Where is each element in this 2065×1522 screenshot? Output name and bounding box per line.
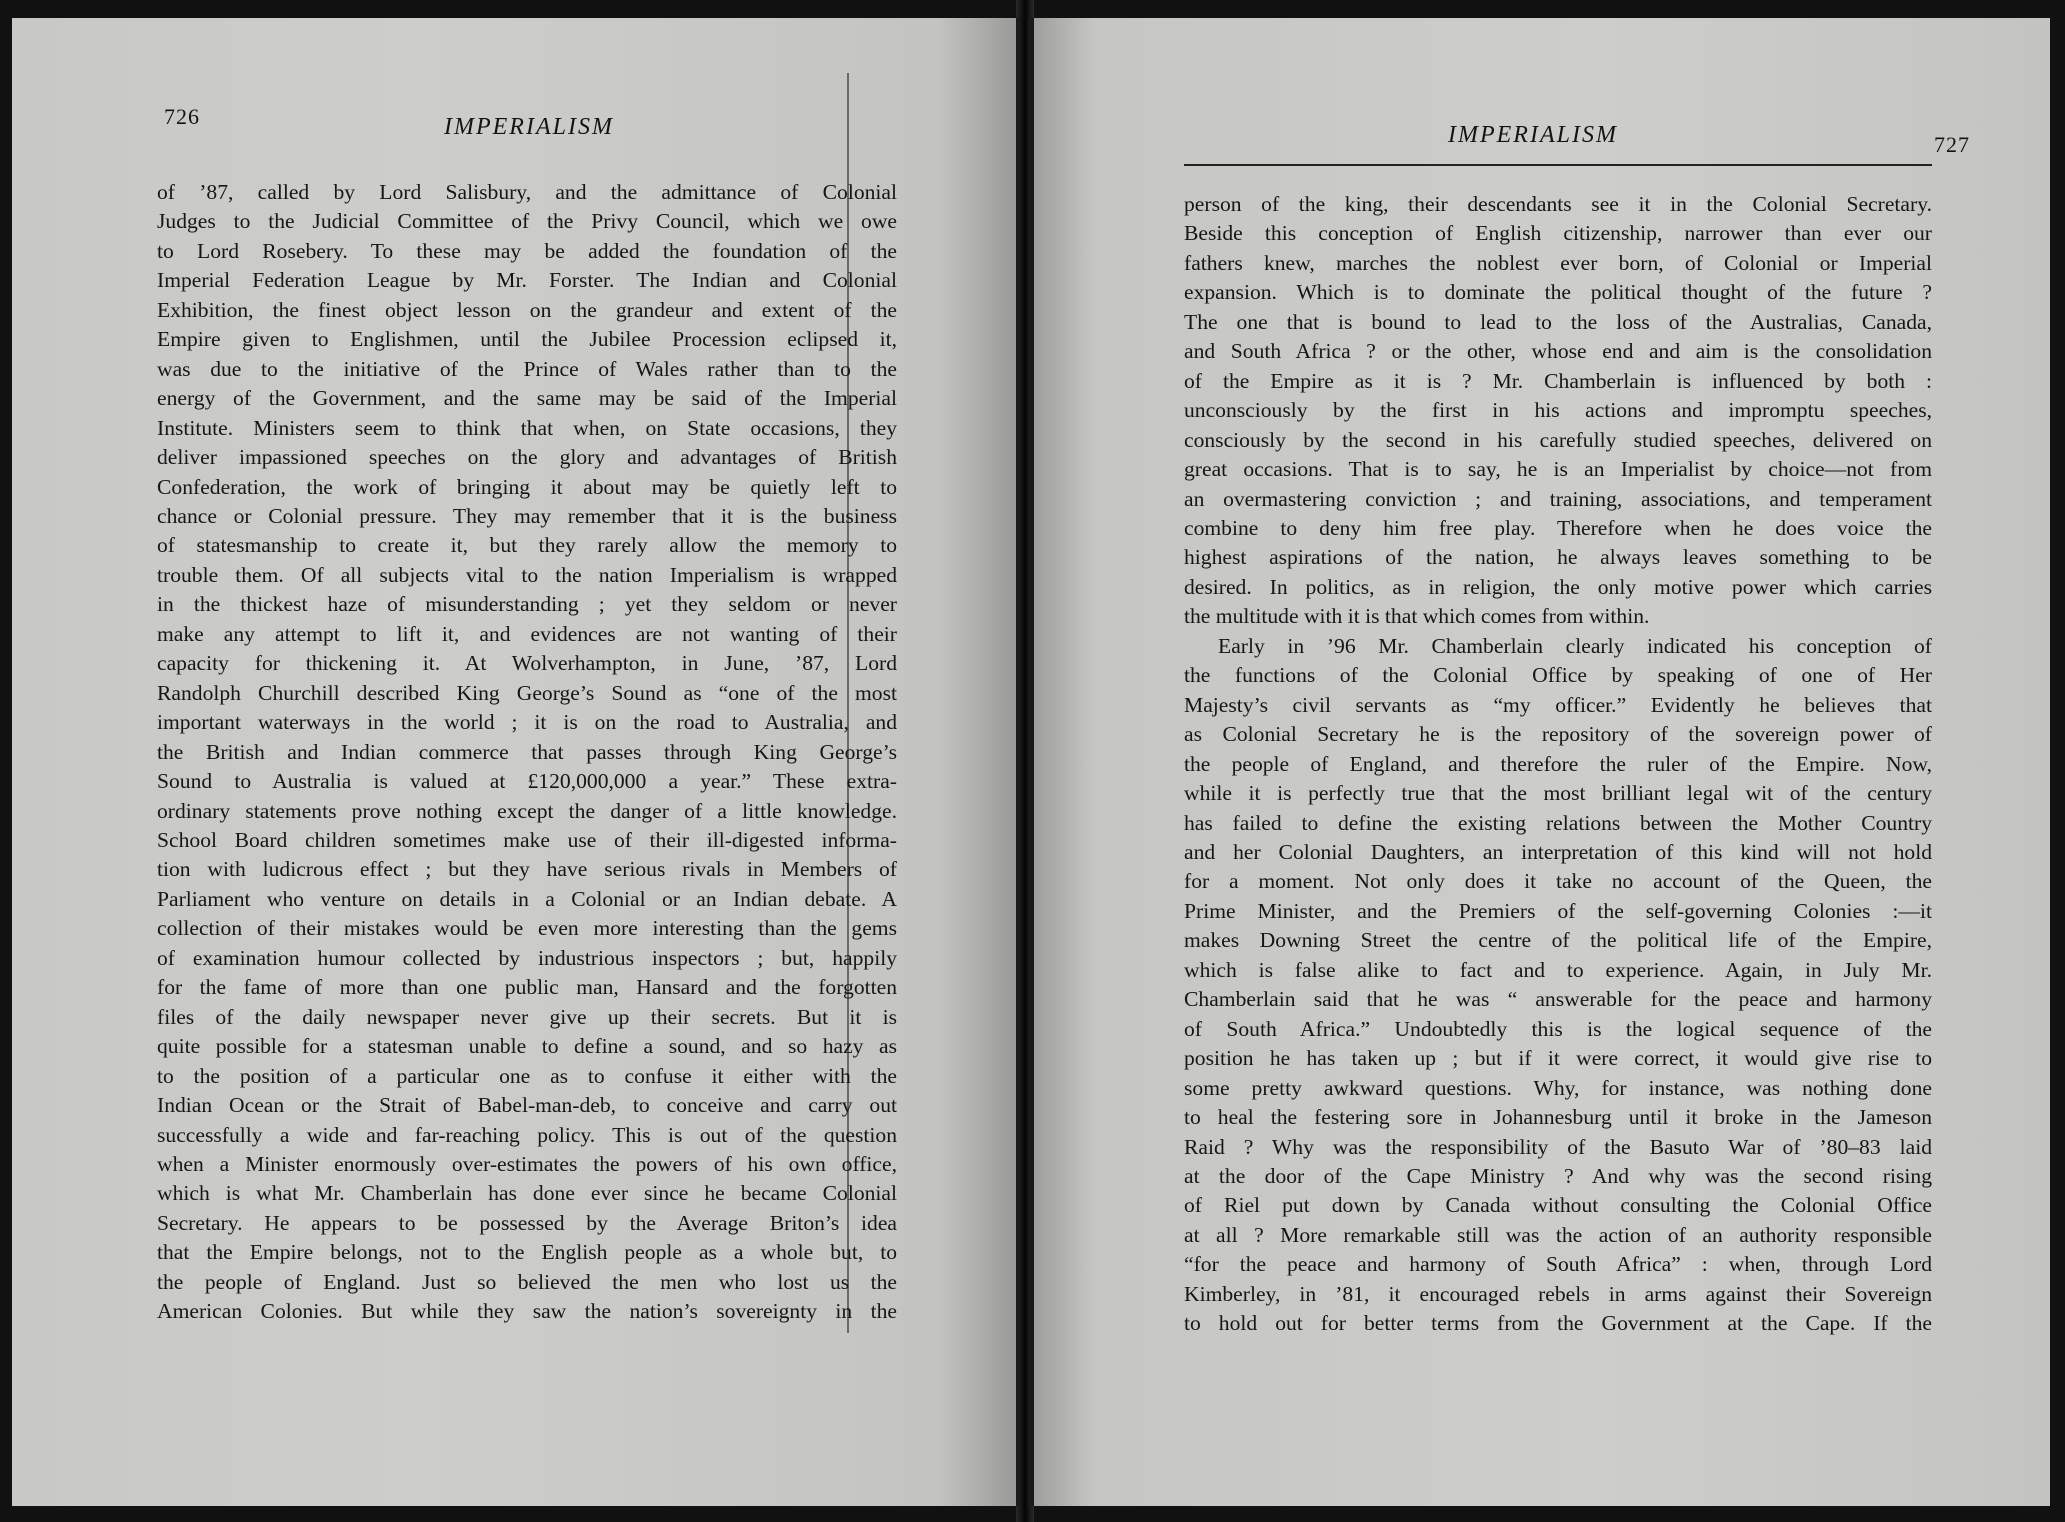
text-line: consciously by the second in his carefully studied speeches, delivered on [1184, 427, 1932, 452]
text-line: of the Empire as it is ? Mr. Chamberlain is influenced by both : [1184, 368, 1932, 393]
right-running-title: IMPERIALISM [1448, 122, 1618, 148]
text-line: position he has taken up ; but if it were correct, it would give rise to [1184, 1046, 1932, 1071]
text-line: of examination humour collected by industrious inspectors ; but, happily [157, 945, 897, 970]
text-line: fathers knew, marches the noblest ever born, of Colonial or Imperial [1184, 250, 1932, 275]
text-line: the multitude with it is that which comes from within. [1184, 604, 1650, 629]
text-line: to the position of a particular one as to confuse it either with the [157, 1063, 897, 1088]
text-line: make any attempt to lift it, and evidences are not wanting of their [157, 621, 897, 646]
text-line: Prime Minister, and the Premiers of the self-governing Colonies :—it [1184, 898, 1932, 923]
text-line: which is false alike to fact and to experience. Again, in July Mr. [1184, 957, 1932, 982]
text-line: Secretary. He appears to be possessed by the Average Briton’s idea [157, 1210, 897, 1235]
text-line: Confederation, the work of bringing it about may be quietly left to [157, 474, 897, 499]
text-line: Early in ’96 Mr. Chamberlain clearly indicated his conception of [1218, 633, 1932, 658]
text-line: quite possible for a statesman unable to define a sound, and so hazy as [157, 1034, 897, 1059]
text-line: combine to deny him free play. Therefore when he does voice the [1184, 515, 1932, 540]
text-line: to Lord Rosebery. To these may be added the foundation of the [157, 238, 897, 263]
text-line: energy of the Government, and the same may be said of the Imperial [157, 386, 897, 411]
right-paragraph-2 [1184, 632, 1932, 1339]
text-line: Exhibition, the finest object lesson on the grandeur and extent of the [157, 297, 897, 322]
text-line: chance or Colonial pressure. They may remember that it is the business [157, 503, 897, 528]
text-line: ordinary statements prove nothing except the danger of a little knowledge. [157, 798, 897, 823]
text-line: collection of their mistakes would be even more interesting than the gems [157, 916, 897, 941]
text-line: that the Empire belongs, not to the English people as a whole but, to [157, 1240, 897, 1265]
text-line: of statesmanship to create it, but they rarely allow the memory to [157, 533, 897, 558]
text-line: and her Colonial Daughters, an interpretation of this kind will not hold [1184, 839, 1932, 864]
right-header-rule [1184, 164, 1932, 166]
text-line: Indian Ocean or the Strait of Babel-man-deb, to conceive and carry out [157, 1093, 897, 1118]
text-line: Raid ? Why was the responsibility of the Basuto War of ’80–83 laid [1184, 1134, 1932, 1159]
left-running-title: IMPERIALISM [444, 114, 614, 140]
right-page-number: 727 [1934, 132, 1970, 157]
text-line: to heal the festering sore in Johannesburg until it broke in the Jameson [1184, 1105, 1932, 1130]
text-line: for a moment. Not only does it take no account of the Queen, the [1184, 869, 1932, 894]
text-line: important waterways in the world ; it is on the road to Australia, and [157, 710, 897, 735]
text-line: trouble them. Of all subjects vital to the nation Imperialism is wrapped [157, 562, 897, 587]
text-line: Empire given to Englishmen, until the Jubilee Procession eclipsed it, [157, 327, 897, 352]
text-line: American Colonies. But while they saw the nation’s sovereignty in the [157, 1299, 897, 1324]
text-line: capacity for thickening it. At Wolverhampton, in June, ’87, Lord [157, 651, 897, 676]
text-line: Sound to Australia is valued at £120,000,000 a year.” These extra- [157, 769, 897, 794]
left-page-number: 726 [164, 104, 200, 129]
text-line: Parliament who venture on details in a Colonial or an Indian debate. A [157, 886, 897, 911]
text-line: as Colonial Secretary he is the repository of the sovereign power of [1184, 722, 1932, 747]
text-line: and South Africa ? or the other, whose end and aim is the consolidation [1184, 339, 1932, 364]
left-body-text [157, 178, 897, 1327]
text-line: tion with ludicrous effect ; but they have serious rivals in Members of [157, 857, 897, 882]
text-line: while it is perfectly true that the most brilliant legal wit of the century [1184, 781, 1932, 806]
right-body-text [1184, 190, 1932, 1339]
text-line: at the door of the Cape Ministry ? And why was the second rising [1184, 1163, 1932, 1188]
text-line: makes Downing Street the centre of the political life of the Empire, [1184, 928, 1932, 953]
text-line: expansion. Which is to dominate the political thought of the future ? [1184, 280, 1932, 305]
text-line: the functions of the Colonial Office by speaking of one of Her [1184, 663, 1932, 688]
right-paragraph-1 [1184, 190, 1932, 632]
text-line: successfully a wide and far-reaching policy. This is out of the question [157, 1122, 897, 1147]
text-line: at all ? More remarkable still was the action of an authority responsible [1184, 1222, 1932, 1247]
text-line: which is what Mr. Chamberlain has done ever since he became Colonial [157, 1181, 897, 1206]
text-line: of ’87, called by Lord Salisbury, and the admittance of Colonial [157, 180, 897, 204]
text-line: Judges to the Judicial Committee of the Privy Council, which we owe [157, 209, 897, 234]
right-page [1028, 18, 2050, 1506]
text-line: Imperial Federation League by Mr. Forster. The Indian and Colonial [157, 268, 897, 293]
text-line: to hold out for better terms from the Government at the Cape. If the [1184, 1311, 1932, 1336]
text-line: great occasions. That is to say, he is an Imperialist by choice—not from [1184, 457, 1932, 482]
text-line: Chamberlain said that he was “ answerable for the peace and harmony [1184, 987, 1932, 1012]
text-line: Randolph Churchill described King George’s Sound as “one of the most [157, 680, 897, 705]
text-line: unconsciously by the first in his actions and impromptu speeches, [1184, 398, 1932, 423]
text-line: in the thickest haze of misunderstanding ; yet they seldom or never [157, 592, 897, 617]
text-line: Institute. Ministers seem to think that when, on State occasions, they [157, 415, 897, 440]
text-line: person of the king, their descendants see it in the Colonial Secretary. [1184, 192, 1932, 216]
text-line: when a Minister enormously over-estimates the powers of his own office, [157, 1151, 897, 1176]
text-line: Beside this conception of English citizenship, narrower than ever our [1184, 221, 1932, 246]
text-line: The one that is bound to lead to the loss of the Australias, Canada, [1184, 309, 1932, 334]
text-line: highest aspirations of the nation, he always leaves something to be [1184, 545, 1932, 570]
text-line: Kimberley, in ’81, it encouraged rebels in arms against their Sovereign [1184, 1281, 1932, 1306]
text-line: “for the peace and harmony of South Africa” : when, through Lord [1184, 1252, 1932, 1277]
text-line: School Board children sometimes make use of their ill-digested informa- [157, 827, 897, 852]
text-line: an overmastering conviction ; and training, associations, and temperament [1184, 486, 1932, 511]
text-line: deliver impassioned speeches on the glory and advantages of British [157, 445, 897, 470]
text-line: Majesty’s civil servants as “my officer.” Evidently he believes that [1184, 692, 1932, 717]
left-page [12, 18, 1020, 1506]
text-line: was due to the initiative of the Prince of Wales rather than to the [157, 356, 897, 381]
text-line: has failed to define the existing relations between the Mother Country [1184, 810, 1932, 835]
text-line: of South Africa.” Undoubtedly this is the logical sequence of the [1184, 1016, 1932, 1041]
text-line: files of the daily newspaper never give up their secrets. But it is [157, 1004, 897, 1029]
text-line: the people of England, and therefore the ruler of the Empire. Now, [1184, 751, 1932, 776]
text-line: desired. In politics, as in religion, the only motive power which carries [1184, 574, 1932, 599]
text-line: some pretty awkward questions. Why, for instance, was nothing done [1184, 1075, 1932, 1100]
text-line: for the fame of more than one public man, Hansard and the forgotten [157, 975, 897, 1000]
text-line: the British and Indian commerce that passes through King George’s [157, 739, 897, 764]
text-line: the people of England. Just so believed the men who lost us the [157, 1269, 897, 1294]
text-line: of Riel put down by Canada without consulting the Colonial Office [1184, 1193, 1932, 1218]
